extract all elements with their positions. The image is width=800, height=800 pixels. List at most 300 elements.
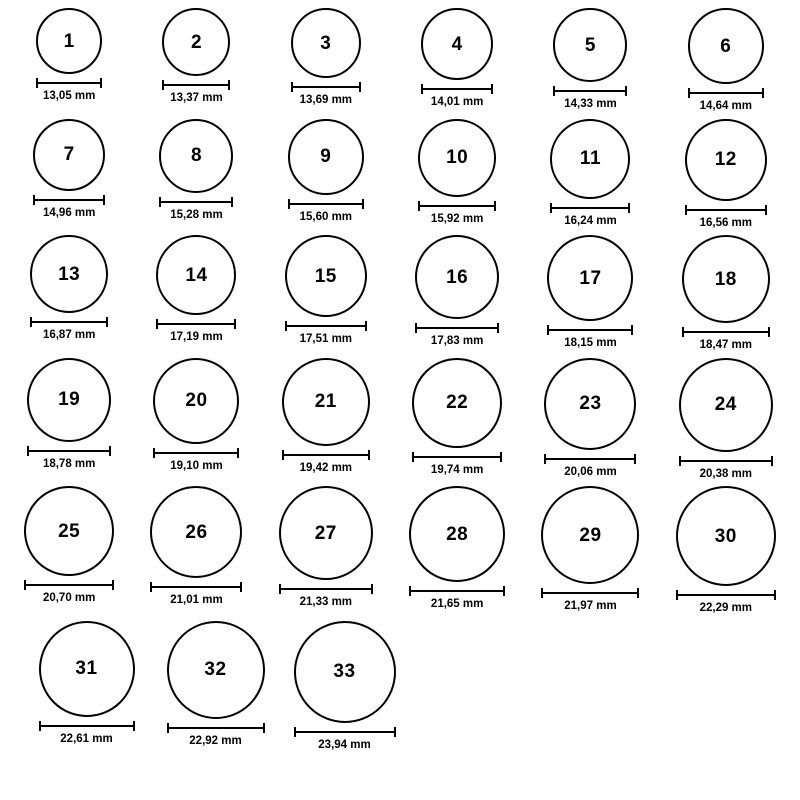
size-row (0, 119, 800, 230)
diameter-label: 17,51 mm (299, 333, 353, 345)
diameter-label: 22,92 mm (189, 734, 242, 747)
ring-circle (676, 486, 776, 586)
measure-ruler (282, 450, 370, 459)
ring-size-label: 13 (58, 263, 81, 285)
ring-size-label: 1 (63, 30, 75, 52)
ring-size-label: 33 (333, 661, 356, 682)
ruler-tick-left (415, 323, 417, 333)
measure-ruler (412, 452, 502, 461)
measure-ruler (279, 584, 373, 593)
ring-circle (550, 119, 630, 199)
size-cell (682, 235, 770, 352)
ruler-tick-right (494, 201, 496, 211)
ruler-bar (167, 727, 265, 729)
measure-ruler (415, 323, 499, 332)
ring-circle-wrap (159, 119, 233, 193)
diameter-label: 13,69 mm (299, 94, 353, 106)
diameter-label: 21,01 mm (170, 594, 223, 606)
ring-circle (544, 358, 636, 450)
ruler-bar (679, 460, 773, 462)
ruler-tick-left (550, 203, 552, 213)
ruler-tick-left (30, 317, 32, 327)
ruler-tick-right (240, 582, 242, 592)
ring-circle-wrap (679, 358, 773, 452)
diameter-label: 19,10 mm (170, 459, 223, 472)
ruler-tick-right (628, 203, 630, 213)
ruler-tick-left (291, 82, 293, 92)
measure-ruler (150, 582, 242, 591)
diameter-label: 22,29 mm (699, 602, 753, 614)
ring-circle (285, 235, 367, 317)
ruler-tick-right (765, 205, 767, 215)
ring-size-label: 20 (185, 390, 208, 411)
size-cell (547, 235, 633, 350)
ring-circle-wrap (688, 8, 764, 84)
ring-size-label: 29 (579, 524, 602, 546)
ring-circle-wrap (541, 486, 639, 584)
ruler-tick-right (500, 452, 502, 462)
ring-circle (159, 119, 233, 193)
ruler-bar (24, 584, 114, 586)
measure-ruler (679, 456, 773, 465)
diameter-label: 23,94 mm (318, 738, 371, 751)
measure-ruler (418, 201, 496, 210)
ruler-bar (30, 321, 108, 323)
ruler-tick-right (371, 584, 373, 594)
size-cell (421, 8, 493, 109)
ruler-tick-left (33, 195, 35, 205)
ring-circle-wrap (39, 621, 135, 717)
ruler-tick-right (774, 590, 776, 600)
ruler-tick-right (394, 727, 396, 737)
ring-size-label: 14 (185, 264, 208, 286)
ring-circle-wrap (36, 8, 102, 74)
measure-ruler (553, 86, 627, 95)
ring-circle-wrap (547, 235, 633, 321)
diameter-label: 16,87 mm (42, 329, 96, 341)
ruler-tick-right (491, 84, 493, 94)
diameter-label: 18,15 mm (564, 337, 617, 349)
ruler-bar (291, 86, 361, 88)
size-cell (156, 235, 236, 344)
ring-circle (282, 358, 370, 446)
ring-size-label: 8 (190, 145, 203, 166)
ring-size-label: 26 (185, 521, 208, 543)
ruler-tick-left (688, 88, 690, 98)
measure-ruler (544, 454, 636, 463)
size-cell (685, 119, 767, 230)
ring-circle (279, 486, 373, 580)
ring-circle (27, 358, 111, 442)
ruler-tick-left (288, 199, 290, 209)
diameter-label: 22,61 mm (60, 732, 113, 745)
size-cell (280, 621, 409, 752)
ruler-bar (685, 209, 767, 211)
ruler-bar (27, 450, 111, 452)
ring-circle-wrap (24, 486, 114, 576)
ruler-bar (162, 84, 230, 86)
ruler-tick-left (418, 201, 420, 211)
measure-ruler (541, 588, 639, 597)
ruler-tick-right (771, 456, 773, 466)
ruler-tick-left (421, 84, 423, 94)
ring-circle-wrap (27, 358, 111, 442)
ruler-bar (412, 456, 502, 458)
ruler-tick-left (679, 456, 681, 466)
size-cell (30, 235, 108, 342)
ring-size-label: 15 (314, 265, 337, 287)
ruler-tick-right (362, 199, 364, 209)
measure-ruler (547, 325, 633, 334)
size-row (0, 358, 800, 481)
ruler-bar (153, 452, 239, 454)
size-cell (288, 119, 364, 224)
ring-size-label: 32 (204, 659, 227, 680)
diameter-label: 16,56 mm (699, 216, 753, 229)
ring-size-label: 7 (63, 144, 75, 165)
ring-size-label: 3 (320, 32, 332, 54)
ring-circle (685, 119, 767, 201)
ruler-bar (159, 201, 233, 203)
ruler-bar (33, 199, 105, 201)
ring-circle (541, 486, 639, 584)
ring-circle (421, 8, 493, 80)
ruler-tick-left (285, 321, 287, 331)
ruler-tick-right (634, 454, 636, 464)
ring-size-label: 17 (579, 267, 602, 289)
ruler-bar (279, 588, 373, 590)
measure-ruler (27, 446, 111, 455)
diameter-label: 17,83 mm (430, 335, 484, 347)
ruler-bar (282, 454, 370, 456)
ruler-bar (150, 586, 242, 588)
ruler-tick-left (27, 446, 29, 456)
ring-circle-wrap (421, 8, 493, 80)
ring-circle (36, 8, 102, 74)
ring-circle-wrap (162, 8, 230, 76)
ring-circle (162, 8, 230, 76)
ruler-tick-left (167, 723, 169, 733)
ruler-tick-right (637, 588, 639, 598)
size-cell (541, 486, 639, 613)
ring-size-label: 31 (75, 658, 98, 679)
ruler-tick-right (263, 723, 265, 733)
size-cell (550, 119, 630, 228)
ruler-tick-right (368, 450, 370, 460)
size-cell (153, 358, 239, 473)
ring-size-label: 9 (320, 146, 332, 167)
ruler-tick-right (768, 327, 770, 337)
size-cell (36, 8, 102, 103)
diameter-label: 16,24 mm (564, 214, 617, 227)
ring-circle (547, 235, 633, 321)
ruler-tick-left (409, 586, 411, 596)
size-cell (159, 119, 233, 222)
diameter-label: 13,05 mm (42, 90, 96, 102)
ring-circle (294, 621, 396, 723)
ruler-tick-right (100, 78, 102, 88)
ruler-tick-right (231, 197, 233, 207)
ruler-tick-right (109, 446, 111, 456)
diameter-label: 13,37 mm (170, 92, 223, 104)
measure-ruler (36, 78, 102, 87)
diameter-label: 15,60 mm (299, 210, 353, 223)
ring-size-label: 28 (446, 523, 469, 545)
ruler-bar (550, 207, 630, 209)
ring-circle (167, 621, 265, 719)
ring-circle-wrap (294, 621, 396, 723)
size-cell (33, 119, 105, 220)
ring-circle (39, 621, 135, 717)
diameter-label: 21,97 mm (564, 600, 617, 612)
measure-ruler (33, 195, 105, 204)
ruler-bar (553, 90, 627, 92)
ring-circle-wrap (550, 119, 630, 199)
ring-circle-wrap (167, 621, 265, 719)
size-cell (412, 358, 502, 477)
ruler-tick-left (412, 452, 414, 462)
ruler-bar (285, 325, 367, 327)
ruler-tick-left (282, 450, 284, 460)
ring-circle (291, 8, 361, 78)
measure-ruler (688, 88, 764, 97)
ruler-tick-right (133, 721, 135, 731)
ruler-tick-left (39, 721, 41, 731)
ring-size-label: 10 (446, 147, 469, 168)
size-cell (676, 486, 776, 615)
ruler-tick-left (279, 584, 281, 594)
diameter-label: 14,64 mm (699, 100, 753, 112)
ruler-tick-right (497, 323, 499, 333)
measure-ruler (24, 580, 114, 589)
ring-circle (156, 235, 236, 315)
ring-circle (33, 119, 105, 191)
ruler-tick-left (547, 325, 549, 335)
ruler-bar (39, 725, 135, 727)
ring-size-label: 24 (714, 394, 737, 415)
size-cell (282, 358, 370, 475)
ruler-tick-left (541, 588, 543, 598)
ring-circle-wrap (150, 486, 242, 578)
ruler-tick-left (153, 448, 155, 458)
measure-ruler (39, 721, 135, 730)
ring-circle-wrap (676, 486, 776, 586)
ruler-bar (418, 205, 496, 207)
size-cell (688, 8, 764, 113)
size-cell (162, 8, 230, 105)
diameter-label: 18,78 mm (42, 457, 96, 470)
ruler-tick-left (150, 582, 152, 592)
ring-circle (679, 358, 773, 452)
diameter-label: 14,33 mm (564, 98, 617, 110)
ring-circle-wrap (409, 486, 505, 582)
ruler-tick-left (682, 327, 684, 337)
diameter-label: 17,19 mm (170, 331, 223, 343)
ruler-tick-right (103, 195, 105, 205)
size-cell (279, 486, 373, 609)
ring-circle-wrap (553, 8, 627, 82)
measure-ruler (153, 448, 239, 457)
measure-ruler (30, 317, 108, 326)
size-cell (418, 119, 496, 226)
ruler-bar (688, 92, 764, 94)
ring-circle-wrap (282, 358, 370, 446)
ruler-tick-left (685, 205, 687, 215)
ring-circle (412, 358, 502, 448)
size-cell (291, 8, 361, 107)
ring-size-label: 12 (714, 149, 737, 170)
ring-circle-wrap (682, 235, 770, 323)
ring-size-label: 23 (579, 393, 602, 414)
ruler-bar (156, 323, 236, 325)
size-row (0, 486, 800, 615)
size-cell (24, 486, 114, 605)
size-cell (544, 358, 636, 479)
measure-ruler (409, 586, 505, 595)
measure-ruler (167, 723, 265, 732)
ring-circle (553, 8, 627, 82)
ring-circle (24, 486, 114, 576)
ruler-tick-right (625, 86, 627, 96)
ruler-tick-left (156, 319, 158, 329)
ring-size-label: 25 (58, 520, 81, 542)
ruler-tick-right (359, 82, 361, 92)
ruler-tick-left (24, 580, 26, 590)
size-row (0, 235, 800, 352)
measure-ruler (550, 203, 630, 212)
size-cell (150, 486, 242, 607)
diameter-label: 21,65 mm (430, 598, 484, 610)
ring-circle-wrap (291, 8, 361, 78)
diameter-label: 19,74 mm (430, 463, 484, 476)
diameter-label: 19,42 mm (299, 461, 353, 474)
size-cell (415, 235, 499, 348)
ruler-tick-right (106, 317, 108, 327)
size-cell (27, 358, 111, 471)
diameter-label: 15,28 mm (170, 208, 223, 221)
ring-circle (415, 235, 499, 319)
ruler-tick-right (237, 448, 239, 458)
ruler-tick-right (631, 325, 633, 335)
size-cell (22, 621, 151, 746)
ruler-tick-right (112, 580, 114, 590)
ring-circle-wrap (288, 119, 364, 195)
ruler-tick-left (162, 80, 164, 90)
ring-circle-wrap (30, 235, 108, 313)
ruler-bar (541, 592, 639, 594)
ruler-tick-right (762, 88, 764, 98)
ruler-tick-left (294, 727, 296, 737)
ring-circle (153, 358, 239, 444)
ring-size-label: 4 (451, 33, 463, 55)
ring-circle-wrap (544, 358, 636, 450)
measure-ruler (294, 727, 396, 736)
ruler-tick-right (234, 319, 236, 329)
diameter-label: 21,33 mm (299, 596, 353, 608)
ring-circle (688, 8, 764, 84)
size-cell (553, 8, 627, 111)
measure-ruler (159, 197, 233, 206)
measure-ruler (685, 205, 767, 214)
ring-size-label: 11 (579, 148, 602, 169)
size-cell (679, 358, 773, 481)
diameter-label: 15,92 mm (430, 212, 484, 225)
ring-circle-wrap (279, 486, 373, 580)
ring-size-label: 19 (58, 389, 81, 410)
ruler-tick-right (365, 321, 367, 331)
diameter-label: 20,70 mm (42, 592, 96, 604)
ruler-bar (547, 329, 633, 331)
measure-ruler (288, 199, 364, 208)
ring-size-label: 21 (314, 391, 337, 412)
ring-size-label: 30 (714, 525, 737, 547)
ring-circle (418, 119, 496, 197)
ruler-tick-left (544, 454, 546, 464)
ring-circle (150, 486, 242, 578)
ring-circle-wrap (418, 119, 496, 197)
ruler-bar (421, 88, 493, 90)
ring-circle (409, 486, 505, 582)
diameter-label: 20,38 mm (699, 467, 753, 480)
diameter-label: 14,01 mm (430, 96, 484, 108)
ring-size-label: 6 (720, 35, 732, 57)
ring-circle-wrap (412, 358, 502, 448)
ring-size-label: 18 (714, 268, 737, 290)
ring-circle-wrap (685, 119, 767, 201)
ruler-tick-right (503, 586, 505, 596)
ring-size-label: 16 (446, 266, 469, 288)
ruler-bar (415, 327, 499, 329)
measure-ruler (291, 82, 361, 91)
ring-circle-wrap (415, 235, 499, 319)
ruler-tick-left (36, 78, 38, 88)
size-cell (409, 486, 505, 611)
ring-size-label: 2 (190, 31, 203, 53)
ruler-bar (544, 458, 636, 460)
ring-size-label: 5 (584, 34, 596, 56)
measure-ruler (285, 321, 367, 330)
ruler-tick-left (159, 197, 161, 207)
diameter-label: 20,06 mm (564, 465, 617, 478)
ring-size-label: 22 (446, 392, 469, 413)
ruler-bar (676, 594, 776, 596)
ruler-bar (36, 82, 102, 84)
ring-circle-wrap (153, 358, 239, 444)
ruler-tick-right (228, 80, 230, 90)
ring-circle-wrap (156, 235, 236, 315)
ruler-bar (294, 731, 396, 733)
diameter-label: 18,47 mm (699, 339, 753, 351)
measure-ruler (156, 319, 236, 328)
measure-ruler (162, 80, 230, 89)
ring-circle (682, 235, 770, 323)
measure-ruler (682, 327, 770, 336)
ruler-bar (682, 331, 770, 333)
ring-circle-wrap (285, 235, 367, 317)
ruler-tick-left (553, 86, 555, 96)
ring-circle (288, 119, 364, 195)
size-row (0, 8, 800, 113)
ruler-tick-left (676, 590, 678, 600)
measure-ruler (421, 84, 493, 93)
size-row (0, 621, 800, 752)
measure-ruler (676, 590, 776, 599)
diameter-label: 14,96 mm (42, 206, 96, 219)
ruler-bar (409, 590, 505, 592)
ring-circle-wrap (33, 119, 105, 191)
size-cell (285, 235, 367, 346)
size-cell (151, 621, 280, 748)
